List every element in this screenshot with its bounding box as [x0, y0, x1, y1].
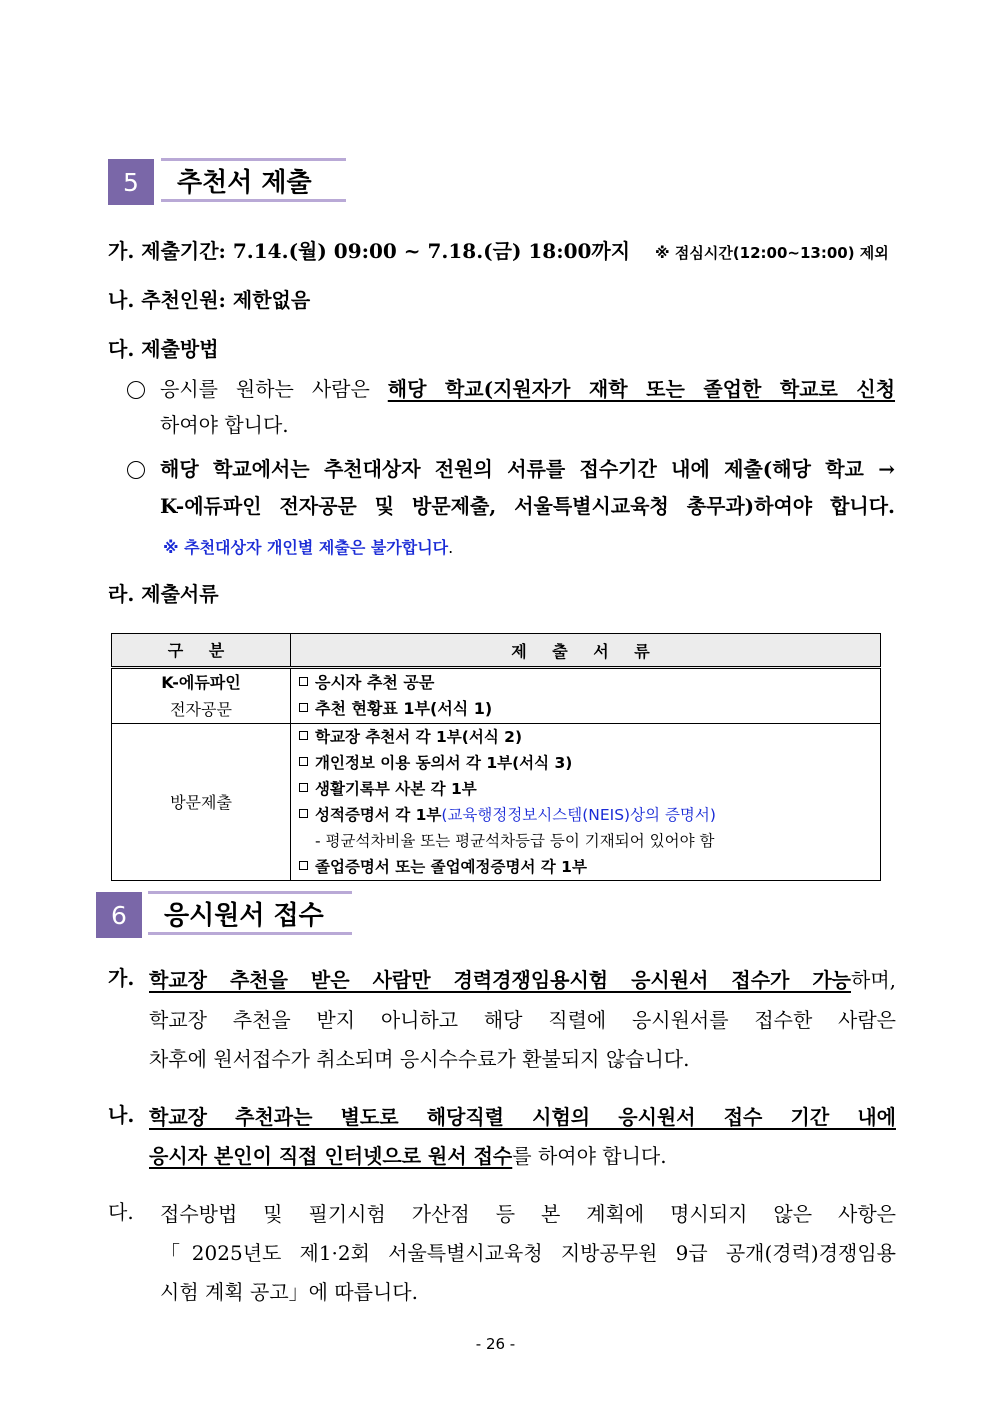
section-5-title: 추천서 제출 [161, 158, 346, 202]
table-row [112, 668, 881, 724]
header-documents: 제 출 서 류 [291, 634, 881, 668]
section5-item-da: 다. 제출방법 [108, 337, 219, 361]
section-6-number: 6 [96, 892, 142, 938]
bullet-circle-icon [127, 381, 145, 399]
list-item: 졸업증명서 또는 졸업예정증명서 각 1부 [299, 854, 880, 880]
square-bullet-icon [299, 757, 308, 766]
square-bullet-icon [299, 861, 308, 870]
list-item: 생활기록부 사본 각 1부 [299, 776, 880, 802]
list-item: 학교장 추천서 각 1부(서식 2) [299, 724, 880, 750]
section5-item-na: 나. 추천인원: 제한없음 [108, 288, 311, 312]
section6-na-line1: 학교장 추천과는 별도로 해당직렬 시험의 응시원서 접수 기간 내에 [149, 1105, 896, 1129]
category-visit: 방문제출 [112, 724, 291, 881]
section6-da-line3: 시험 계획 공고」에 따릅니다. [160, 1280, 418, 1304]
bullet2-line1: 해당 학교에서는 추천대상자 전원의 서류를 접수기간 내에 제출(해당 학교 → [160, 457, 895, 481]
page-number: - 26 - [475, 1335, 516, 1353]
square-bullet-icon [299, 703, 308, 712]
list-item: 응시자 추천 공문 [299, 670, 880, 696]
list-item: 성적증명서 각 1부(교육행정정보시스템(NEIS)상의 증명서) [299, 802, 880, 828]
list-item: 추천 현황표 1부(서식 1) [299, 696, 880, 722]
section6-na-line2: 응시자 본인이 직접 인터넷으로 원서 접수를 하여야 합니다. [149, 1144, 667, 1168]
square-bullet-icon [299, 783, 308, 792]
section6-da-line1: 접수방법 및 필기시험 가산점 등 본 계획에 명시되지 않은 사항은 [160, 1202, 896, 1226]
section6-ga-line1: 학교장 추천을 받은 사람만 경력경쟁임용시험 응시원서 접수가 가능하며, [149, 968, 896, 992]
section6-da-label: 다. [108, 1200, 134, 1224]
section5-item-ra: 라. 제출서류 [108, 582, 219, 606]
table-header-row [112, 634, 881, 668]
header-category: 구 분 [112, 634, 291, 668]
bullet-circle-icon [127, 461, 145, 479]
section6-ga-line3: 차후에 원서접수가 취소되며 응시수수료가 환불되지 않습니다. [149, 1047, 690, 1071]
category-edufine: K-에듀파인 전자공문 [112, 668, 291, 724]
section-5-number: 5 [108, 159, 154, 205]
individual-submission-notice: ※ 추천대상자 개인별 제출은 불가합니다. [163, 538, 454, 557]
list-subitem: - 평균석차비율 또는 평균석차등급 등이 기재되어 있어야 함 [315, 832, 715, 850]
square-bullet-icon [299, 731, 308, 740]
section6-ga-label: 가. [108, 966, 135, 990]
section-6-title: 응시원서 접수 [148, 891, 352, 935]
square-bullet-icon [299, 677, 308, 686]
documents-table [111, 633, 881, 881]
section6-da-line2: 「2025년도 제1·2회 서울특별시교육청 지방공무원 9급 공개(경력)경쟁임용 [160, 1241, 896, 1265]
edufine-items [291, 668, 881, 724]
lunch-note: ※ 점심시간(12:00~13:00) 제외 [655, 244, 889, 262]
table-row [112, 724, 881, 881]
section6-na-label: 나. [108, 1103, 135, 1127]
bullet2-line2: K-에듀파인 전자공문 및 방문제출, 서울특별시교육청 총무과)하여야 합니다. [160, 494, 895, 518]
bullet1-line2: 하여야 합니다. [160, 413, 289, 437]
visit-items [291, 724, 881, 881]
square-bullet-icon [299, 809, 308, 818]
section5-item-ga: 가. 제출기간: 7.14.(월) 09:00 ~ 7.18.(금) 18:00까지 ※ 점심시간(12:00~13:00) 제외 [108, 239, 889, 263]
bullet1-line1: 응시를 원하는 사람은 해당 학교(지원자가 재학 또는 졸업한 학교로 신청 [160, 377, 896, 401]
section6-ga-line2: 학교장 추천을 받지 아니하고 해당 직렬에 응시원서를 접수한 사람은 [149, 1008, 896, 1032]
list-item: 개인정보 이용 동의서 각 1부(서식 3) [299, 750, 880, 776]
